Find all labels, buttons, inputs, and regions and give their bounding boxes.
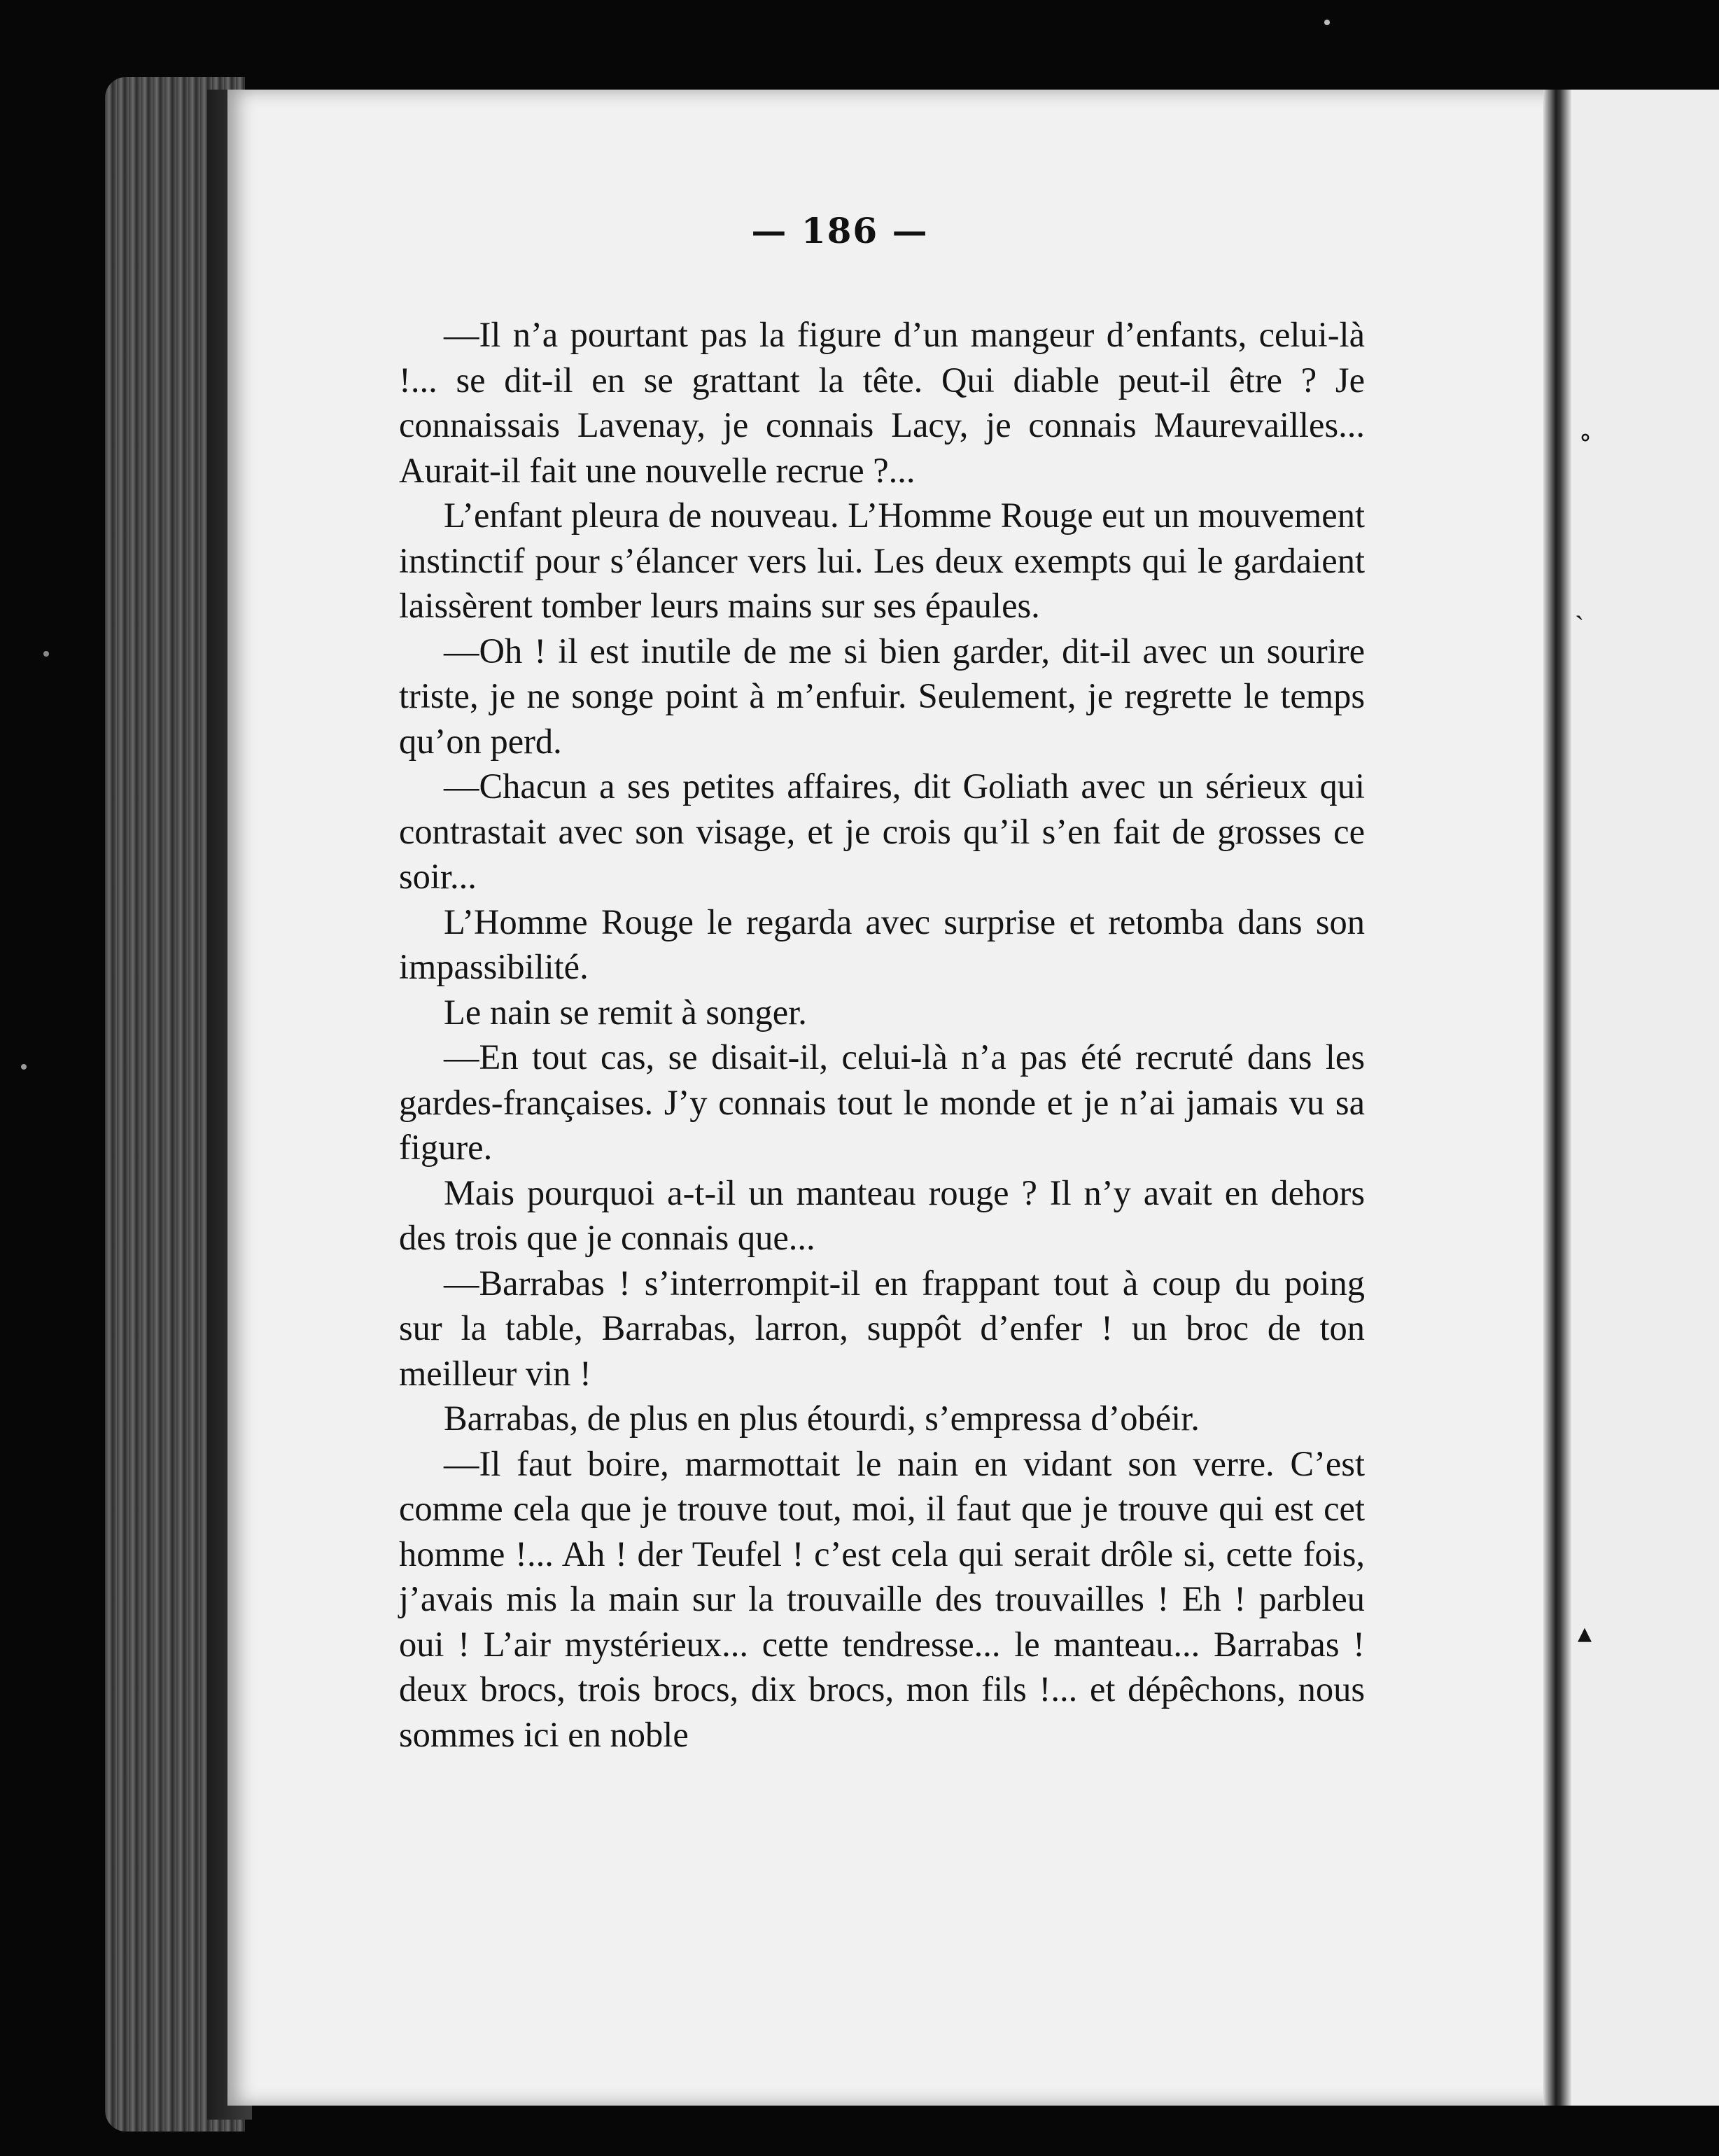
facing-page-ink-mark: ˳ [1578, 410, 1592, 442]
paragraph: —En tout cas, se disait-il, celui-là n’a pas été recruté dans les gardes-françaises. J’y connais tout le monde et je n’ai jamais vu sa figure. [399, 1037, 1365, 1167]
book-gutter [1543, 90, 1571, 2106]
facing-page-edge [1571, 90, 1719, 2106]
facing-page-ink-mark: ˎ [1575, 589, 1585, 621]
paragraph: L’Homme Rouge le regarda avec surprise et retomba dans son impassibilité. [399, 902, 1365, 986]
paragraph: Mais pourquoi a-t-il un manteau rouge ? Il n’y avait en dehors des trois que je connais que... [399, 1172, 1365, 1257]
scan-dust-speck [1324, 20, 1330, 25]
paragraph: —Il n’a pourtant pas la figure d’un mangeur d’enfants, celui-là !... se dit-il en se grattant la tête. Qui diable peut-il être ? Je connaissais Lavenay, je connais Lacy, je connais Maurevailles... Aurait-il fait une nouvelle recrue ?... [399, 315, 1365, 490]
page-number: — 186 — [751, 210, 929, 251]
scan-dust-speck [43, 651, 49, 657]
paragraph: —Oh ! il est inutile de me si bien garder, dit-il avec un sourire triste, je ne songe point à m’enfuir. Seulement, je regrette le temps qu’on perd. [399, 631, 1365, 761]
body-text [399, 312, 1365, 1757]
scan-dust-speck [21, 1064, 27, 1070]
paragraph: L’enfant pleura de nouveau. L’Homme Rouge eut un mouvement instinctif pour s’élancer vers lui. Les deux exempts qui le gardaient laissèrent tomber leurs mains sur ses épaules. [399, 496, 1365, 625]
paragraph: —Chacun a ses petites affaires, dit Goliath avec un sérieux qui contrastait avec son visage, et je crois qu’il s’en fait de grosses ce soir... [399, 766, 1365, 896]
paragraph: —Barrabas ! s’interrompit-il en frappant tout à coup du poing sur la table, Barrabas, larron, suppôt d’enfer ! un broc de ton meilleur vin ! [399, 1263, 1365, 1393]
facing-page-ink-mark: ▴ [1578, 1617, 1592, 1649]
paragraph: —Il faut boire, marmottait le nain en vidant son verre. C’est comme cela que je trouve tout, moi, il faut que je trouve qui est cet homme !... Ah ! der Teufel ! c’est cela qui serait drôle si, cette fois, j’avais mis la main sur la trouvaille des trouvailles ! Eh ! parbleu oui ! L’air mystérieux... cette tendresse... le manteau... Barrabas ! deux brocs, trois brocs, dix brocs, mon fils !... et dépêchons, nous sommes ici en noble [399, 1443, 1365, 1754]
paragraph: Barrabas, de plus en plus étourdi, s’empressa d’obéir. [444, 1399, 1200, 1438]
paragraph: Le nain se remit à songer. [444, 992, 807, 1032]
